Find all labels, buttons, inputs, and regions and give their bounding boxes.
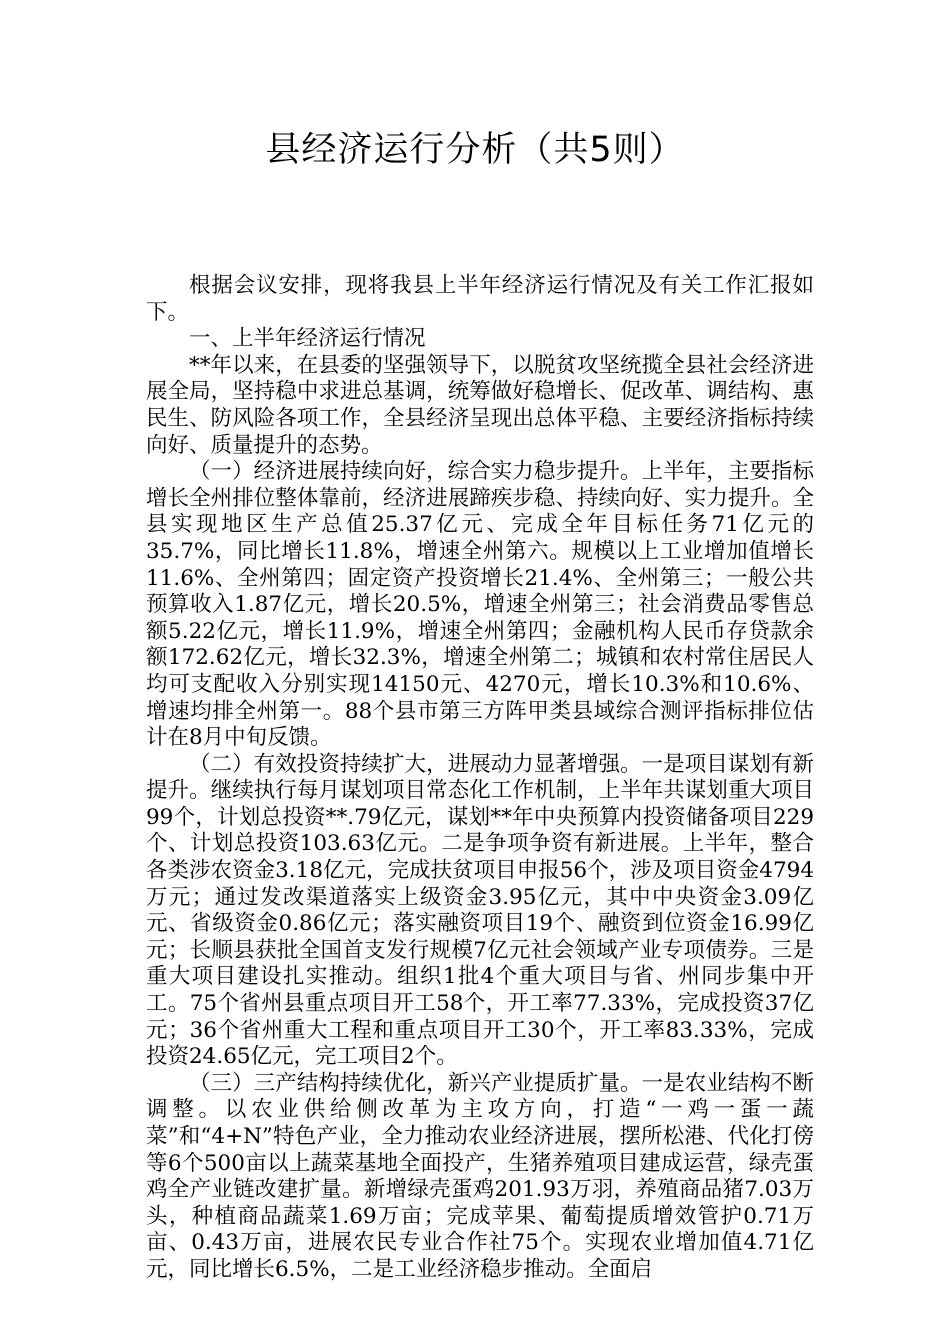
paragraph-section-3: （三）三产结构持续优化，新兴产业提质扩量。一是农业结构不断调整。以农业供给侧改革为主攻方向，打造“一鸡一蛋一蔬菜”和“4+N”特色产业，全力推动农业经济进展，摆所松港、代化打傍等6个500亩以上蔬菜基地全面投产，生猪养殖项目建成运营，绿壳蛋鸡全产业链改建扩量。新增绿壳蛋鸡201.93万羽，养殖商品猪7.03万头，种植商品蔬菜1.69万亩；完成苹果、葡萄提质增效管护0.71万亩、0.43万亩，进展农民专业合作社75个。实现农业增加值4.71亿元，同比增长6.5%，二是工业经济稳步推动。全面启 — [146, 1070, 814, 1282]
paragraph-section-1: （一）经济进展持续向好，综合实力稳步提升。上半年，主要指标增长全州排位整体靠前，经济进展蹄疾步稳、持续向好、实力提升。全县实现地区生产总值25.37亿元、完成全年目标任务71亿元的35.7%，同比增长11.8%，增速全州第六。规模以上工业增加值增长11.6%、全州第四；固定资产投资增长21.4%、全州第三；一般公共预算收入1.87亿元，增长20.5%，增速全州第三；社会消费品零售总额5.22亿元，增长11.9%，增速全州第四；金融机构人民币存贷款余额172.62亿元，增长32.3%，增速全州第二；城镇和农村常住居民人均可支配收入分别实现14150元、4270元，增长10.3%和10.6%、增速均排全州第一。88个县市第三方阵甲类县域综合测评指标排位估计在8月中旬反馈。 — [146, 459, 814, 751]
paragraph-section-2: （二）有效投资持续扩大，进展动力显著增强。一是项目谋划有新提升。继续执行每月谋划项目常态化工作机制，上半年共谋划重大项目99个，计划总投资**.79亿元，谋划**年中央预算内投资储备项目229个、计划总投资103.63亿元。二是争项争资有新进展。上半年，整合各类涉农资金3.18亿元，完成扶贫项目申报56个，涉及项目资金4794万元；通过发改渠道落实上级资金3.95亿元，其中中央资金3.09亿元、省级资金0.86亿元；落实融资项目19个、融资到位资金16.99亿元；长顺县获批全国首支发行规模7亿元社会领域产业专项债券。三是重大项目建设扎实推动。组织1批4个重大项目与省、州同步集中开工。75个省州县重点项目开工58个，开工率77.33%，完成投资37亿元；36个省州重大工程和重点项目开工30个，开工率83.33%，完成投资24.65亿元，完工项目2个。 — [146, 751, 814, 1070]
document-body — [146, 273, 814, 1284]
document-title: 县经济运行分析（共5则） — [265, 130, 685, 170]
paragraph-intro: 根据会议安排，现将我县上半年经济运行情况及有关工作汇报如下。 — [146, 273, 814, 325]
paragraph-overview: **年以来，在县委的坚强领导下，以脱贫攻坚统揽全县社会经济进展全局，坚持稳中求进总基调，统筹做好稳增长、促改革、调结构、惠民生、防风险各项工作，全县经济呈现出总体平稳、主要经济指标持续向好、质量提升的态势。 — [146, 352, 814, 458]
section-heading-1: 一、上半年经济运行情况 — [189, 326, 426, 352]
